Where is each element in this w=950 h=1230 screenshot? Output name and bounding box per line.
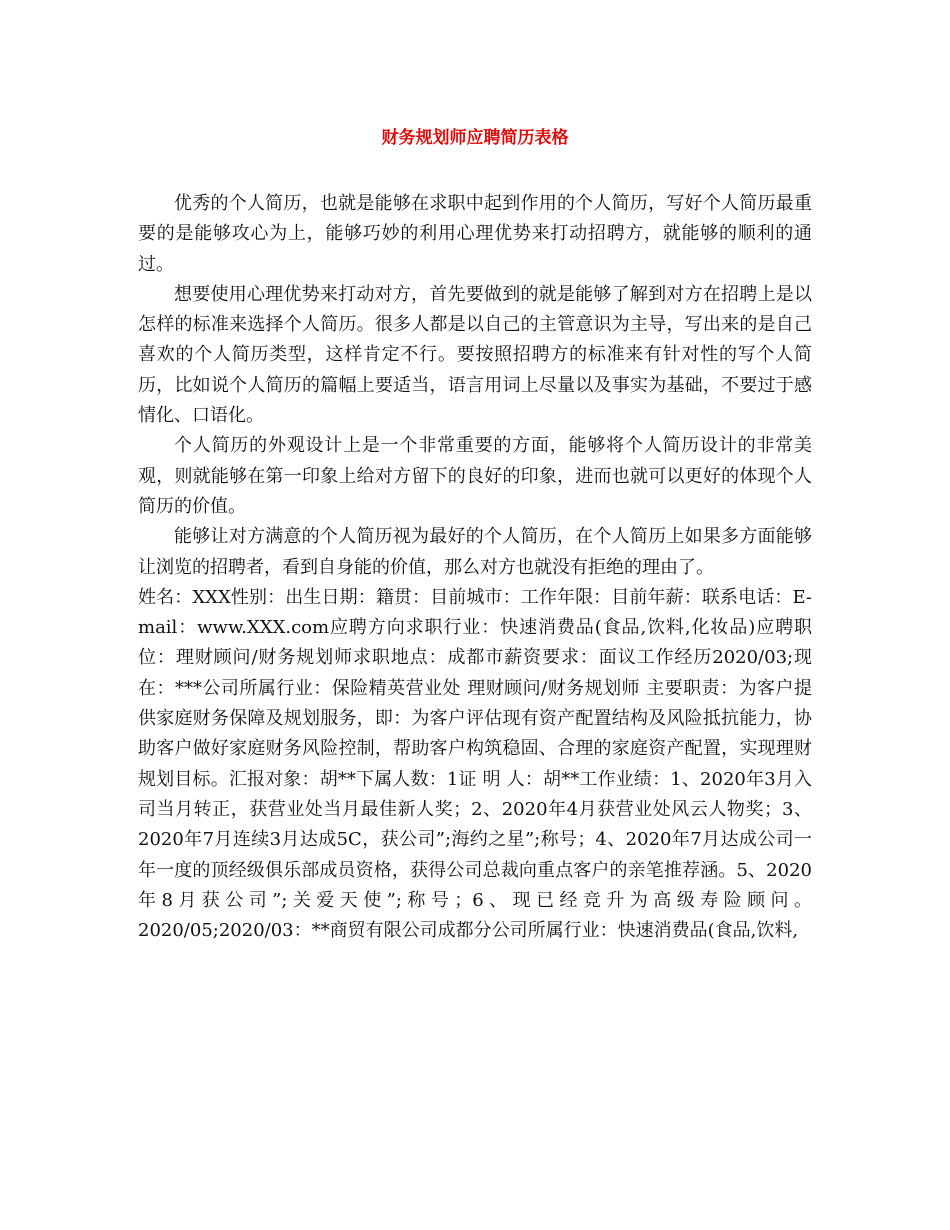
document-title: 财务规划师应聘简历表格 <box>381 128 569 148</box>
paragraph-4: 能够让对方满意的个人简历视为最好的个人简历，在个人简历上如果多方面能够让浏览的招聘者，看到自身能的价值，那么对方也就没有拒绝的理由了。 <box>138 526 812 578</box>
resume-details: 姓名：XXX性别：出生日期：籍贯：目前城市：工作年限：目前年薪：联系电话：E-mail：www.XXX.com应聘方向求职行业：快速消费品(食品,饮料,化妆品)应聘职位：理财顾问/财务规划师求职地点：成都市薪资要求：面议工作经历2020/03;现在：***公司所属行业：保险精英营业处 理财顾问/财务规划师 主要职责：为客户提供家庭财务保障及规划服务，即：为客户评估现有资产配置结构及风险抵抗能力，协助客户做好家庭财务风险控制，帮助客户构筑稳固、合理的家庭资产配置，实现理财规划目标。汇报对象：胡**下属人数：1证 明 人：胡**工作业绩：1、2020年3月入司当月转正，获营业处当月最佳新人奖；2、2020年4月获营业处风云人物奖；3、2020年7月连续3月达成5C，获公司”;海约之星”;称号；4、2020年7月达成公司一年一度的顶经级俱乐部成员资格，获得公司总裁向重点客户的亲笔推荐涵。5、2020年8月获公司”;关爱天使”;称号；6、现已经竞升为高级寿险顾问。2020/05;2020/03：**商贸有限公司成都分公司所属行业：快速消费品(食品,饮料, <box>138 586 812 942</box>
paragraph-2: 想要使用心理优势来打动对方，首先要做到的就是能够了解到对方在招聘上是以怎样的标准来选择个人简历。很多人都是以自己的主管意识为主导，写出来的是自己喜欢的个人简历类型，这样肯定不行。要按照招聘方的标准来有针对性的写个人简历，比如说个人简历的篇幅上要适当，语言用词上尽量以及事实为基础，不要过于感情化、口语化。 <box>138 283 812 427</box>
document-body <box>138 189 812 946</box>
paragraph-1: 优秀的个人简历，也就是能够在求职中起到作用的个人简历，写好个人简历最重要的是能够攻心为上，能够巧妙的利用心理优势来打动招聘方，就能够的顺利的通过。 <box>138 193 812 275</box>
paragraph-3: 个人简历的外观设计上是一个非常重要的方面，能够将个人简历设计的非常美观，则就能够在第一印象上给对方留下的良好的印象，进而也就可以更好的体现个人简历的价值。 <box>138 435 812 517</box>
